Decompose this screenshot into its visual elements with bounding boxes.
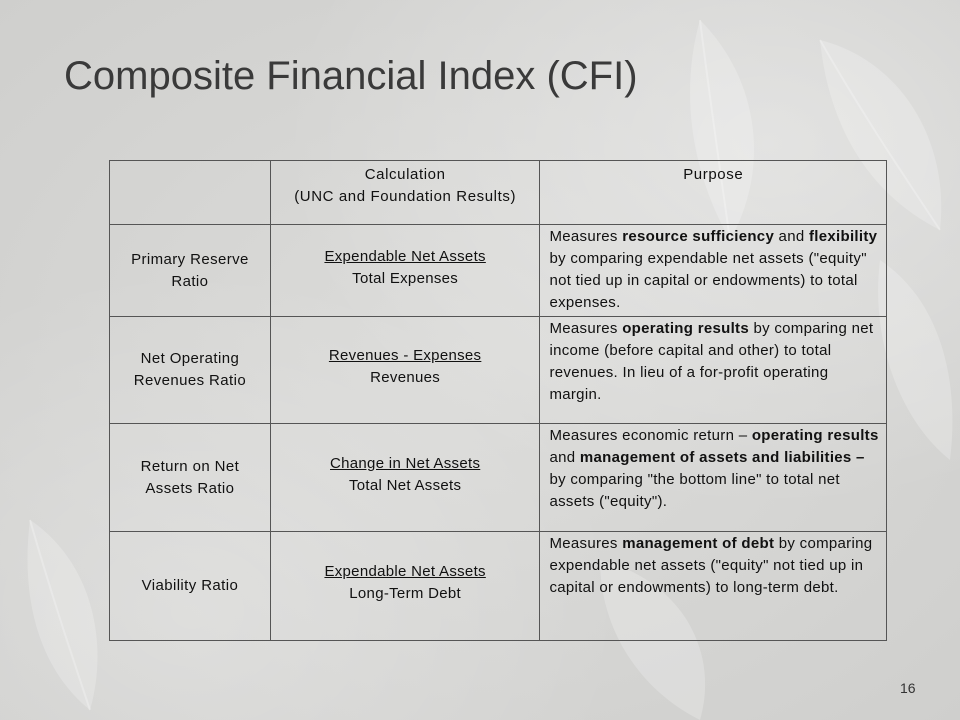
calculation-denominator: Total Expenses [352,269,459,287]
purpose-text: and [774,228,809,245]
header-calculation-title: Calculation [364,166,446,183]
calculation-numerator: Change in Net Assets [330,454,481,472]
ratio-name-cell [110,532,271,641]
purpose-cell [540,424,887,532]
purpose-emphasis: resource sufficiency [622,228,775,245]
purpose-cell [540,532,887,641]
ratio-name-line1: Primary Reserve [131,250,249,268]
calculation-cell [270,424,540,532]
ratio-name-cell [110,317,271,424]
purpose-emphasis: flexibility [808,228,878,245]
calculation-numerator: Revenues - Expenses [328,347,482,364]
calculation-numerator: Expendable Net Assets [324,563,486,580]
ratio-name-line1: Viability Ratio [141,577,239,594]
purpose-text: Measures [549,320,623,337]
slide-title: Composite Financial Index (CFI) [64,54,638,98]
calculation-denominator: Revenues [370,369,441,386]
calculation-numerator: Expendable Net Assets [324,247,486,265]
purpose-emphasis: operating results [622,320,749,337]
purpose-text: by comparing "the bottom line" to total net assets ("equity"). [549,471,840,510]
purpose-text: by comparing expendable net assets ("equity" not tied up in capital or endowments) to total expenses. [549,250,867,311]
purpose-text: Measures [549,535,623,552]
table-row [110,532,887,641]
ratio-name-line1: Return on Net [140,457,240,475]
calculation-denominator: Long-Term Debt [349,585,462,602]
ratio-name-cell [110,225,271,317]
header-calculation-cell [270,161,540,225]
page-number: 16 [900,680,916,696]
purpose-text: Measures economic return – [549,427,752,444]
header-purpose-cell: Purpose [540,161,887,225]
cfi-ratio-table [109,160,887,641]
calculation-cell [270,317,540,424]
header-ratio-cell [110,161,271,225]
purpose-text: by comparing net income (before capital and other) to total revenues. In lieu of a for-profit operating margin. [549,320,874,403]
table-header-row [110,161,887,225]
calculation-denominator: Total Net Assets [348,476,462,494]
header-calculation-subtitle: (UNC and Foundation Results) [294,188,517,205]
calculation-cell [270,225,540,317]
calculation-cell [270,532,540,641]
purpose-cell [540,225,887,317]
table-row [110,225,887,317]
purpose-text: by comparing expendable net assets ("equity" not tied up in capital or endowments) to long-term debt. [549,535,873,596]
purpose-emphasis: operating results [751,427,879,444]
ratio-name-line2: Assets Ratio [145,479,235,497]
purpose-emphasis: management of assets and liabilities – [579,449,865,466]
ratio-name-line2: Revenues Ratio [133,372,247,389]
purpose-text: and [549,449,580,466]
ratio-name-line2: Ratio [171,272,209,290]
ratio-name-line1: Net Operating [140,350,240,367]
purpose-cell [540,317,887,424]
purpose-text: Measures [549,228,623,245]
table-row [110,424,887,532]
purpose-emphasis: management of debt [622,535,775,552]
ratio-name-cell [110,424,271,532]
table-row [110,317,887,424]
